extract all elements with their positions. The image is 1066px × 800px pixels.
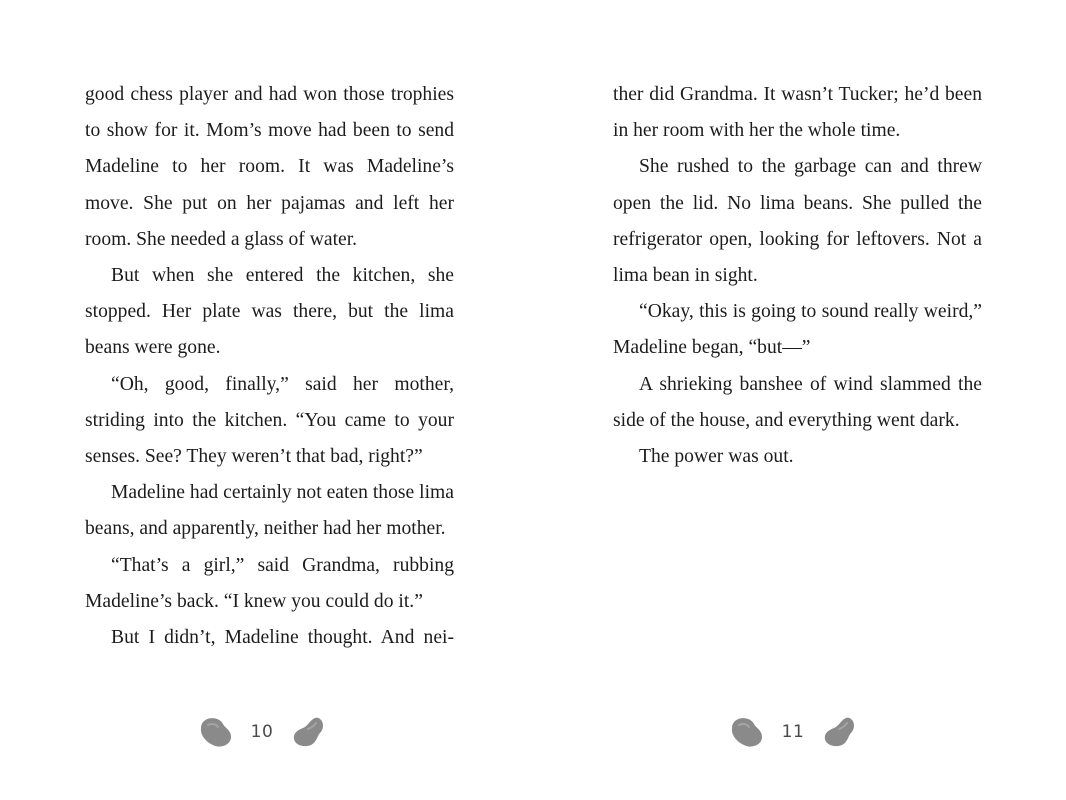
right-paragraph-5: The power was out. [639, 446, 794, 468]
right-paragraph-4: A shrieking banshee of wind slammed the side of the house, and everything went dark. [613, 373, 982, 431]
left-paragraph-2: But when she entered the kitchen, she stopped. Her plate was there, but the lima beans were gone. [85, 265, 454, 359]
right-paragraph-2: She rushed to the garbage can and threw open the lid. No lima beans. She pulled the refrigerator open, looking for leftovers. Not a lima bean in sight. [613, 156, 982, 287]
left-page-body-text [85, 77, 454, 656]
right-paragraph-1: ther did Grandma. It wasn’t Tucker; he’d been in her room with her the whole time. [613, 84, 982, 142]
left-paragraph-3: “Oh, good, finally,” said her mother, striding into the kitchen. “You came to your senses. See? They weren’t that bad, right?” [85, 373, 454, 468]
lima-bean-icon [821, 715, 857, 749]
right-page [533, 0, 1066, 800]
page-number: 10 [250, 722, 274, 742]
left-paragraph-6: But I didn’t, Madeline thought. And nei- [111, 627, 454, 649]
page-number: 11 [781, 722, 805, 742]
lima-bean-icon [729, 715, 765, 749]
lima-bean-icon [290, 715, 326, 749]
right-paragraph-3: “Okay, this is going to sound really weird,” Madeline began, “but—” [613, 301, 982, 359]
left-paragraph-5: “That’s a girl,” said Grandma, rubbing Madeline’s back. “I knew you could do it.” [85, 554, 454, 612]
left-paragraph-4: Madeline had certainly not eaten those lima beans, and apparently, neither had her mother. [85, 482, 454, 540]
right-page-footer [729, 712, 857, 752]
left-page-footer [198, 712, 326, 752]
right-page-body-text [613, 77, 982, 475]
left-paragraph-1: good chess player and had won those trophies to show for it. Mom’s move had been to send Madeline to her room. It was Madeline’s move. She put on her pajamas and left her room. She needed a glass of water. [85, 84, 454, 250]
lima-bean-icon [198, 715, 234, 749]
